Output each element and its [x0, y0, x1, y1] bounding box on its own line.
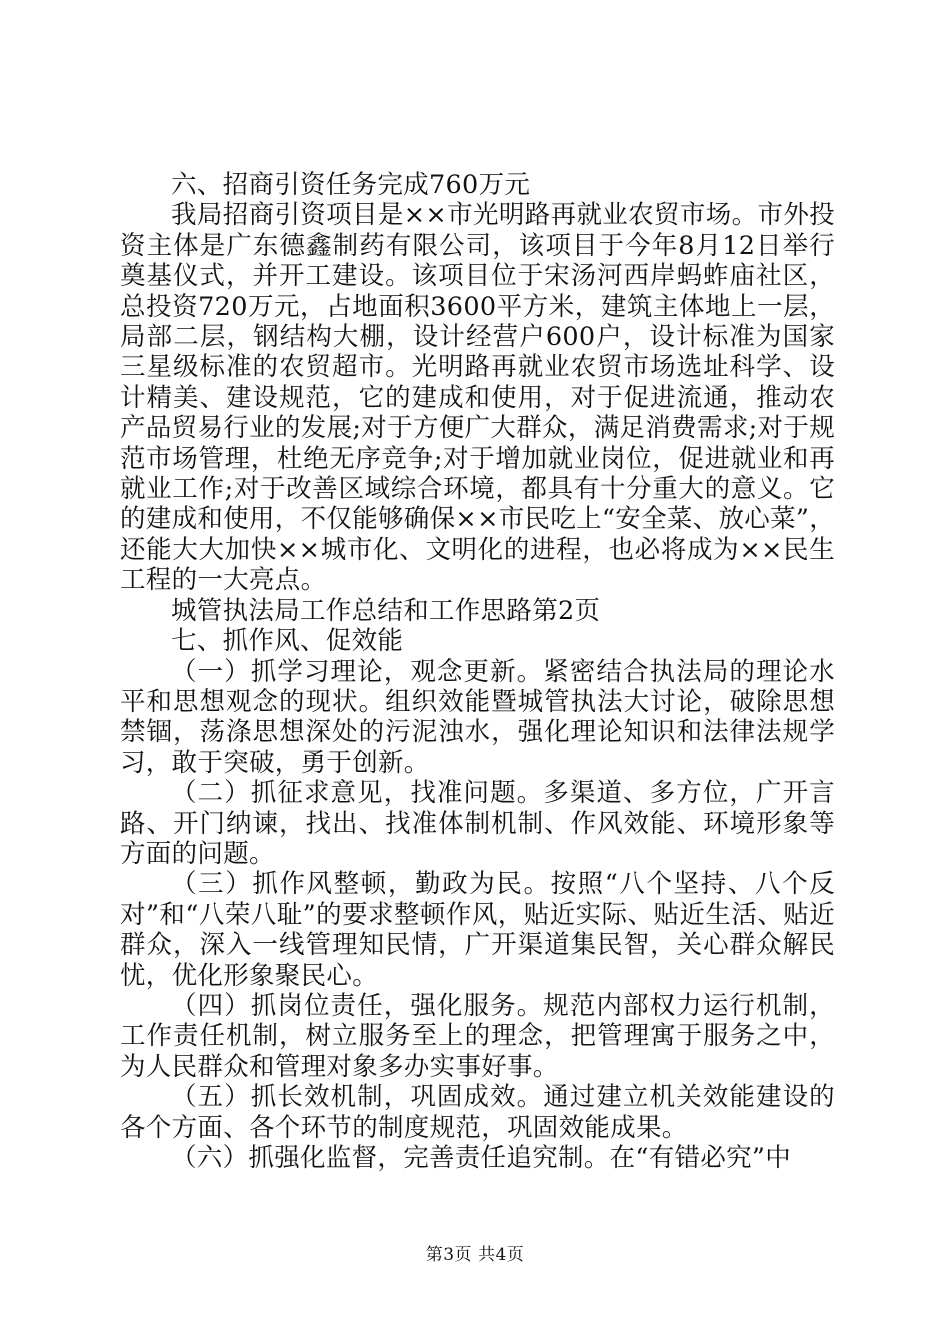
paragraph-item-4: （四）抓岗位责任，强化服务。规范内部权力运行机制，工作责任机制，树立服务至上的理念，把管理寓于服务之中，为人民群众和管理对象多办实事好事。: [120, 990, 835, 1082]
paragraph-item-2: （二）抓征求意见，找准问题。多渠道、多方位，广开言路、开门纳谏，找出、找准体制机制、作风效能、环境形象等方面的问题。: [120, 778, 835, 869]
paragraph-item-5: （五）抓长效机制，巩固成效。通过建立机关效能建设的各个方面、各个环节的制度规范，巩固效能成果。: [120, 1082, 835, 1143]
paragraph-item-1: （一）抓学习理论，观念更新。紧密结合执法局的理论水平和思想观念的现状。组织效能暨城管执法大讨论，破除思想禁锢，荡涤思想深处的污泥浊水，强化理论知识和法律法规学习，敢于突破，勇于创新。: [120, 656, 835, 778]
page-title-line: 城管执法局工作总结和工作思路第2页: [171, 595, 601, 626]
section-heading-work-style: 七、抓作风、促效能: [171, 626, 404, 657]
paragraph-investment-project: 我局招商引资项目是××市光明路再就业农贸市场。市外投资主体是广东德鑫制药有限公司，该项目于今年8月12日举行奠基仪式，并开工建设。该项目位于宋汤河西岸蚂蚱庙社区，总投资720万元，占地面积3600平方米，建筑主体地上一层，局部二层，钢结构大棚，设计经营户600户，设计标准为国家三星级标准的农贸超市。光明路再就业农贸市场选址科学、设计精美、建设规范，它的建成和使用，对于促进流通，推动农产品贸易行业的发展;对于方便广大群众，满足消费需求;对于规范市场管理，杜绝无序竞争;对于增加就业岗位，促进就业和再就业工作;对于改善区域综合环境，都具有十分重大的意义。它的建成和使用，不仅能够确保××市民吃上“安全菜、放心菜”，还能大大加快××城市化、文明化的进程，也必将成为××民生工程的一大亮点。: [120, 200, 836, 596]
page-number-footer: 第3页 共4页: [425, 1245, 525, 1265]
paragraph-item-3: （三）抓作风整顿，勤政为民。按照“八个坚持、八个反对”和“八荣八耻”的要求整顿作风，贴近实际、贴近生活、贴近群众，深入一线管理知民情，广开渠道集民智，关心群众解民忧，优化形象聚民心。: [120, 869, 835, 991]
paragraph-item-6: （六）抓强化监督，完善责任追究制。在“有错必究”中: [171, 1143, 792, 1173]
document-body: [120, 170, 835, 1173]
section-heading-investment: 六、招商引资任务完成760万元: [171, 170, 531, 200]
